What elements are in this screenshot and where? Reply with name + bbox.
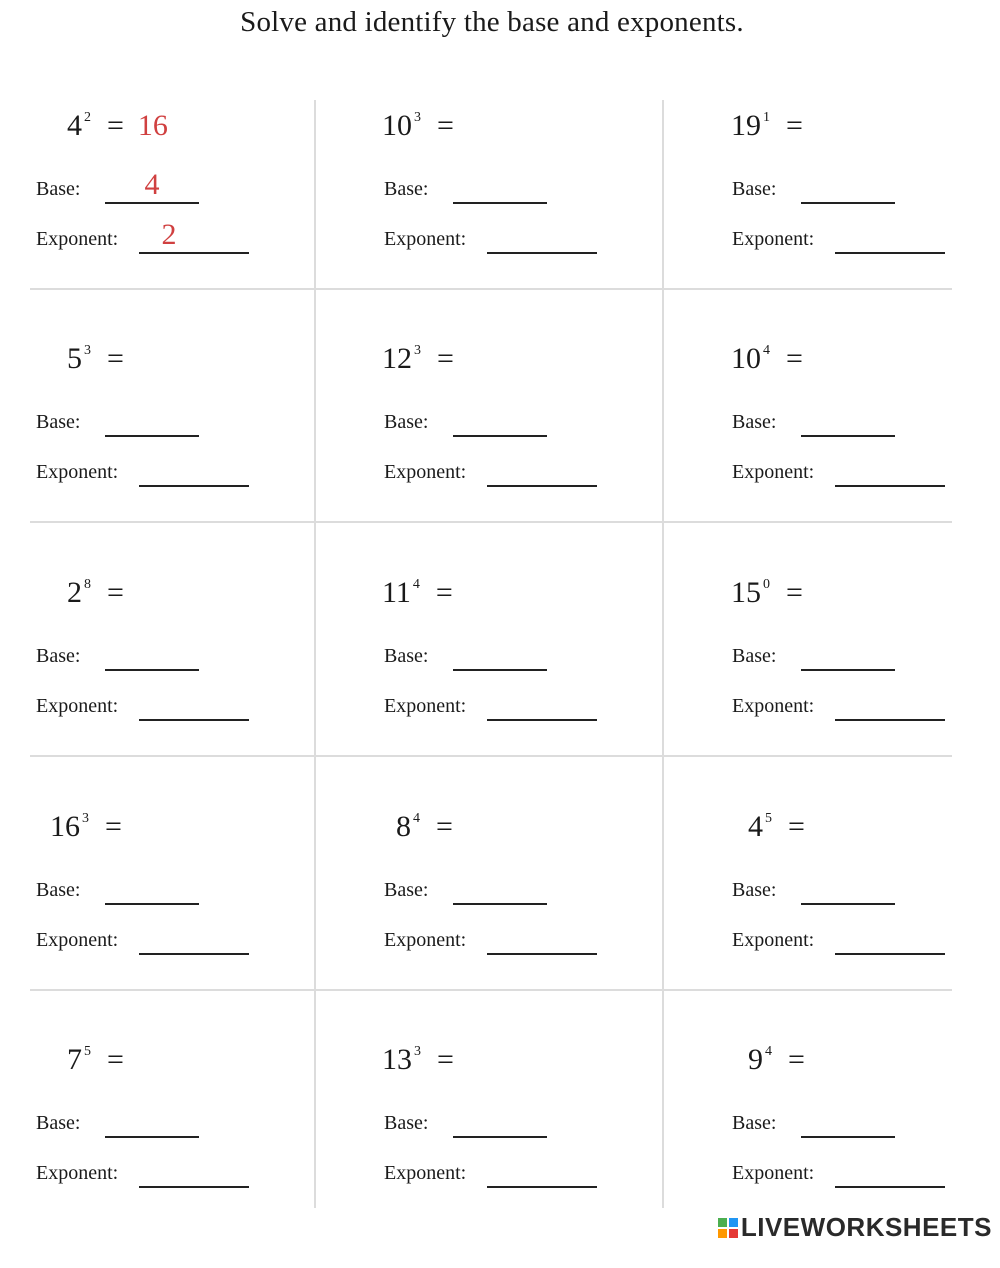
problem-cell — [381, 801, 688, 1035]
logo-tile-icon — [717, 1217, 728, 1228]
expression-exponent: 3 — [414, 1044, 421, 1059]
equals-sign: = — [107, 1043, 124, 1076]
base-label: Base: — [36, 879, 81, 901]
problem-cell — [33, 333, 340, 567]
base-answer-blank[interactable] — [801, 903, 895, 905]
base-label: Base: — [384, 645, 429, 667]
power-expression — [748, 1042, 805, 1084]
base-label: Base: — [384, 1112, 429, 1134]
equals-sign: = — [788, 1043, 805, 1076]
exponent-label: Exponent: — [732, 695, 815, 717]
expression-exponent: 1 — [763, 110, 770, 125]
power-expression — [731, 108, 803, 150]
base-answer-blank[interactable] — [801, 669, 895, 671]
base-answer-blank[interactable] — [453, 903, 547, 905]
exponent-answer-blank[interactable] — [139, 252, 249, 254]
power-expression — [396, 809, 453, 851]
power-expression — [67, 575, 124, 617]
problem-cell — [33, 801, 340, 1035]
exponent-label: Exponent: — [384, 695, 467, 717]
problem-cell — [381, 567, 688, 801]
expression-base: 11 — [382, 576, 411, 609]
power-expression — [382, 108, 454, 150]
exponent-answer-blank[interactable] — [139, 1186, 249, 1188]
expression-exponent: 3 — [414, 343, 421, 358]
exponent-label: Exponent: — [36, 929, 119, 951]
worksheet-title: Solve and identify the base and exponents. — [240, 6, 744, 38]
expression-base: 9 — [748, 1043, 763, 1076]
expression-base: 2 — [67, 576, 82, 609]
power-expression — [67, 1042, 124, 1084]
expression-exponent: 4 — [763, 343, 770, 358]
equals-sign: = — [107, 109, 124, 142]
base-answer-blank[interactable] — [801, 1136, 895, 1138]
expression-exponent: 4 — [412, 577, 420, 592]
base-label: Base: — [36, 645, 81, 667]
expression-exponent: 0 — [763, 577, 770, 592]
power-expression — [731, 341, 803, 383]
exponent-answer-blank[interactable] — [487, 485, 597, 487]
exponent-label: Exponent: — [36, 461, 119, 483]
expression-exponent: 3 — [414, 110, 421, 125]
exponent-answer-blank[interactable] — [835, 953, 945, 955]
exponent-label: Exponent: — [732, 929, 815, 951]
base-label: Base: — [732, 645, 777, 667]
base-label: Base: — [384, 411, 429, 433]
base-label: Base: — [732, 1112, 777, 1134]
exponent-label: Exponent: — [384, 461, 467, 483]
base-label: Base: — [36, 411, 81, 433]
liveworksheets-logo-icon — [717, 1217, 739, 1239]
problem-cell — [729, 333, 1000, 567]
base-answer-blank[interactable] — [105, 1136, 199, 1138]
exponent-answer-blank[interactable] — [835, 719, 945, 721]
exponent-answer-blank[interactable] — [835, 1186, 945, 1188]
exponent-label: Exponent: — [36, 228, 119, 250]
base-answer-blank[interactable] — [453, 669, 547, 671]
problem-cell — [729, 801, 1000, 1035]
expression-base: 8 — [396, 810, 411, 843]
expression-base: 10 — [731, 342, 761, 375]
base-answer-blank[interactable] — [105, 669, 199, 671]
expression-base: 12 — [382, 342, 412, 375]
equals-sign: = — [107, 576, 124, 609]
brand-name: LIVEWORKSHEETS — [740, 1212, 992, 1242]
problem-cell — [729, 100, 1000, 334]
base-label: Base: — [384, 178, 429, 200]
equals-sign: = — [435, 576, 453, 609]
exponent-answer-value: 2 — [161, 218, 177, 251]
base-answer-blank[interactable] — [105, 202, 199, 204]
problem-cell — [729, 567, 1000, 801]
equals-sign: = — [437, 342, 454, 375]
base-label: Base: — [732, 879, 777, 901]
logo-tile-icon — [728, 1228, 739, 1239]
expression-base: 4 — [67, 109, 82, 142]
exponent-answer-blank[interactable] — [487, 1186, 597, 1188]
exponent-answer-blank[interactable] — [487, 953, 597, 955]
equals-sign: = — [788, 810, 805, 843]
exponent-answer-blank[interactable] — [139, 953, 249, 955]
base-answer-blank[interactable] — [801, 435, 895, 437]
expression-exponent: 5 — [765, 811, 772, 826]
power-expression — [382, 341, 454, 383]
base-label: Base: — [732, 411, 777, 433]
equals-sign: = — [786, 342, 803, 375]
problem-cell — [33, 1034, 340, 1268]
power-expression — [67, 341, 124, 383]
exponent-label: Exponent: — [384, 929, 467, 951]
equals-sign: = — [437, 109, 454, 142]
equals-sign: = — [786, 576, 803, 609]
power-expression — [67, 108, 168, 150]
base-answer-blank[interactable] — [105, 903, 199, 905]
equals-sign: = — [437, 1043, 454, 1076]
exponent-answer-blank[interactable] — [139, 719, 249, 721]
equals-sign: = — [436, 810, 453, 843]
expression-base: 15 — [731, 576, 761, 609]
exponent-answer-blank[interactable] — [139, 485, 249, 487]
base-label: Base: — [384, 879, 429, 901]
power-expression — [748, 809, 805, 851]
power-expression — [731, 575, 803, 617]
exponent-label: Exponent: — [36, 1162, 119, 1184]
base-label: Base: — [732, 178, 777, 200]
expression-exponent: 5 — [84, 1044, 91, 1059]
expression-base: 16 — [50, 810, 80, 843]
logo-tile-icon — [728, 1217, 739, 1228]
expression-base: 13 — [382, 1043, 412, 1076]
expression-base: 19 — [731, 109, 761, 142]
expression-base: 4 — [748, 810, 763, 843]
exponent-label: Exponent: — [732, 1162, 815, 1184]
exponent-label: Exponent: — [732, 461, 815, 483]
expression-exponent: 4 — [765, 1044, 772, 1059]
exponent-answer-blank[interactable] — [487, 252, 597, 254]
result-answer[interactable]: 16 — [137, 109, 168, 142]
power-expression — [50, 809, 122, 851]
base-answer-value: 4 — [144, 168, 160, 201]
expression-base: 7 — [67, 1043, 82, 1076]
expression-exponent: 8 — [84, 577, 91, 592]
problem-cell — [381, 100, 688, 334]
liveworksheets-brand — [717, 1212, 992, 1243]
problem-cell — [33, 567, 340, 801]
expression-exponent: 3 — [82, 811, 89, 826]
expression-exponent: 2 — [84, 110, 91, 125]
base-answer-blank[interactable] — [453, 1136, 547, 1138]
problem-cell — [381, 1034, 688, 1268]
exponent-label: Exponent: — [36, 695, 119, 717]
exponent-answer-blank[interactable] — [487, 719, 597, 721]
expression-base: 5 — [67, 342, 82, 375]
base-answer-blank[interactable] — [453, 435, 547, 437]
exponent-label: Exponent: — [732, 228, 815, 250]
power-expression — [382, 575, 453, 617]
exponent-label: Exponent: — [384, 1162, 467, 1184]
expression-exponent: 3 — [84, 343, 91, 358]
power-expression — [382, 1042, 454, 1084]
exponent-label: Exponent: — [384, 228, 467, 250]
base-answer-blank[interactable] — [453, 202, 547, 204]
equals-sign: = — [107, 342, 124, 375]
equals-sign: = — [786, 109, 803, 142]
equals-sign: = — [105, 810, 122, 843]
base-answer-blank[interactable] — [801, 202, 895, 204]
problem-cell — [381, 333, 688, 567]
exponent-answer-blank[interactable] — [835, 485, 945, 487]
problem-cell — [33, 100, 340, 334]
base-label: Base: — [36, 1112, 81, 1134]
expression-exponent: 4 — [413, 811, 420, 826]
exponent-answer-blank[interactable] — [835, 252, 945, 254]
expression-base: 10 — [382, 109, 412, 142]
logo-tile-icon — [717, 1228, 728, 1239]
base-answer-blank[interactable] — [105, 435, 199, 437]
base-label: Base: — [36, 178, 81, 200]
